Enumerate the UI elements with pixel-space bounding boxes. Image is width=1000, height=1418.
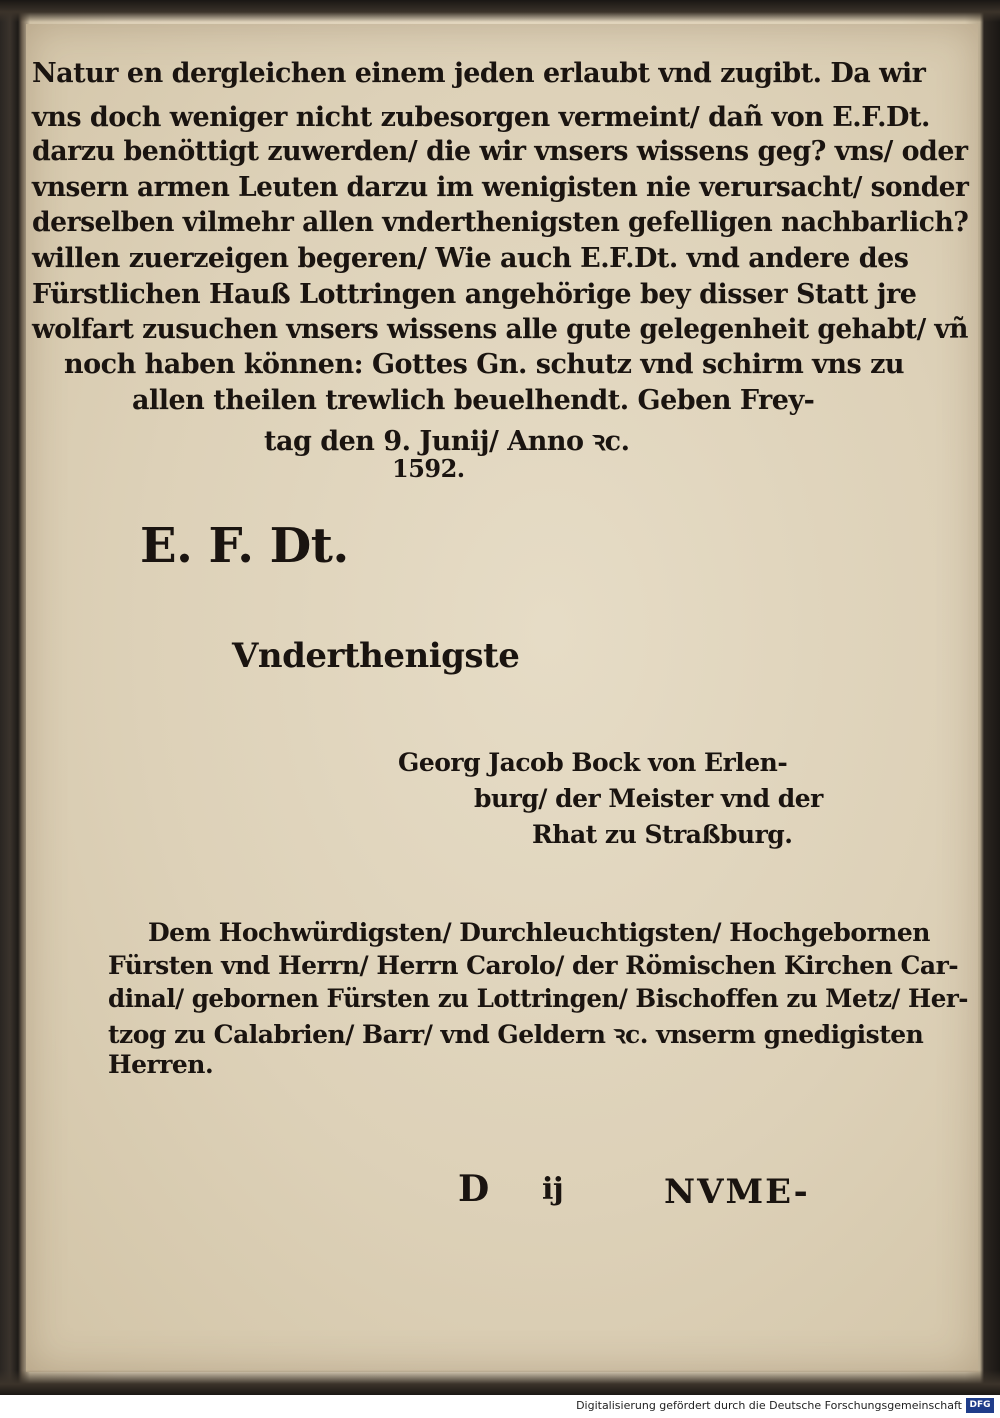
signature-line: Georg Jacob Bock von Erlen- (398, 748, 788, 777)
address-line: dinal/ gebornen Fürsten zu Lottringen/ Bischoffen zu Metz/ Her- (108, 984, 969, 1013)
year-line: 1592. (392, 454, 465, 483)
scan-top-edge (0, 0, 1000, 22)
body-line: derselben vilmehr allen vnderthenigsten gefelligen nachbarlich? (32, 207, 969, 238)
body-line: wolfart zusuchen vnsers wissens alle gute gelegenheit gehabt/ vñ (32, 314, 968, 345)
signature-line: burg/ der Meister vnd der (474, 784, 823, 813)
body-line: willen zuerzeigen begeren/ Wie auch E.F.Dt. vnd andere des (32, 243, 909, 274)
body-line: tag den 9. Junij/ Anno ꝛc. (264, 426, 630, 457)
closing: Vnderthenigste (232, 636, 520, 676)
body-line: allen theilen trewlich beuelhendt. Geben Frey- (132, 385, 815, 416)
signature-mark-number: ij (542, 1172, 564, 1207)
address-line: Dem Hochwürdigsten/ Durchleuchtigsten/ Hochgebornen (148, 918, 930, 947)
signature-line: Rhat zu Straßburg. (532, 820, 793, 849)
address-line: tzog zu Calabrien/ Barr/ vnd Geldern ꝛc. vnserm gnedigisten (108, 1020, 924, 1049)
footer-credit: Digitalisierung gefördert durch die Deutsche Forschungsgemeinschaft (576, 1399, 962, 1412)
body-line: noch haben können: Gottes Gn. schutz vnd schirm vns zu (64, 349, 905, 380)
body-line: Fürstlichen Hauß Lottringen angehörige bey disser Statt jre (32, 279, 917, 310)
footer-bar (0, 1395, 1000, 1418)
catchword: NVME- (664, 1172, 810, 1212)
signature-mark: D (458, 1168, 489, 1210)
scan-bottom-edge (0, 1370, 1000, 1395)
salutation: E. F. Dt. (140, 518, 349, 574)
address-line: Fürsten vnd Herrn/ Herrn Carolo/ der Römischen Kirchen Car- (108, 951, 959, 980)
body-line: vnsern armen Leuten darzu im wenigisten nie verursacht/ sonder (32, 172, 969, 203)
body-line: darzu benöttigt zuwerden/ die wir vnsers wissens geg? vns/ oder (32, 136, 968, 167)
body-line: vns doch weniger nicht zubesorgen vermeint/ dañ von E.F.Dt. (32, 102, 930, 133)
address-line: Herren. (108, 1050, 214, 1079)
body-line: Natur en dergleichen einem jeden erlaubt vnd zugibt. Da wir (32, 58, 926, 89)
dfg-logo-icon: DFG (966, 1398, 994, 1413)
